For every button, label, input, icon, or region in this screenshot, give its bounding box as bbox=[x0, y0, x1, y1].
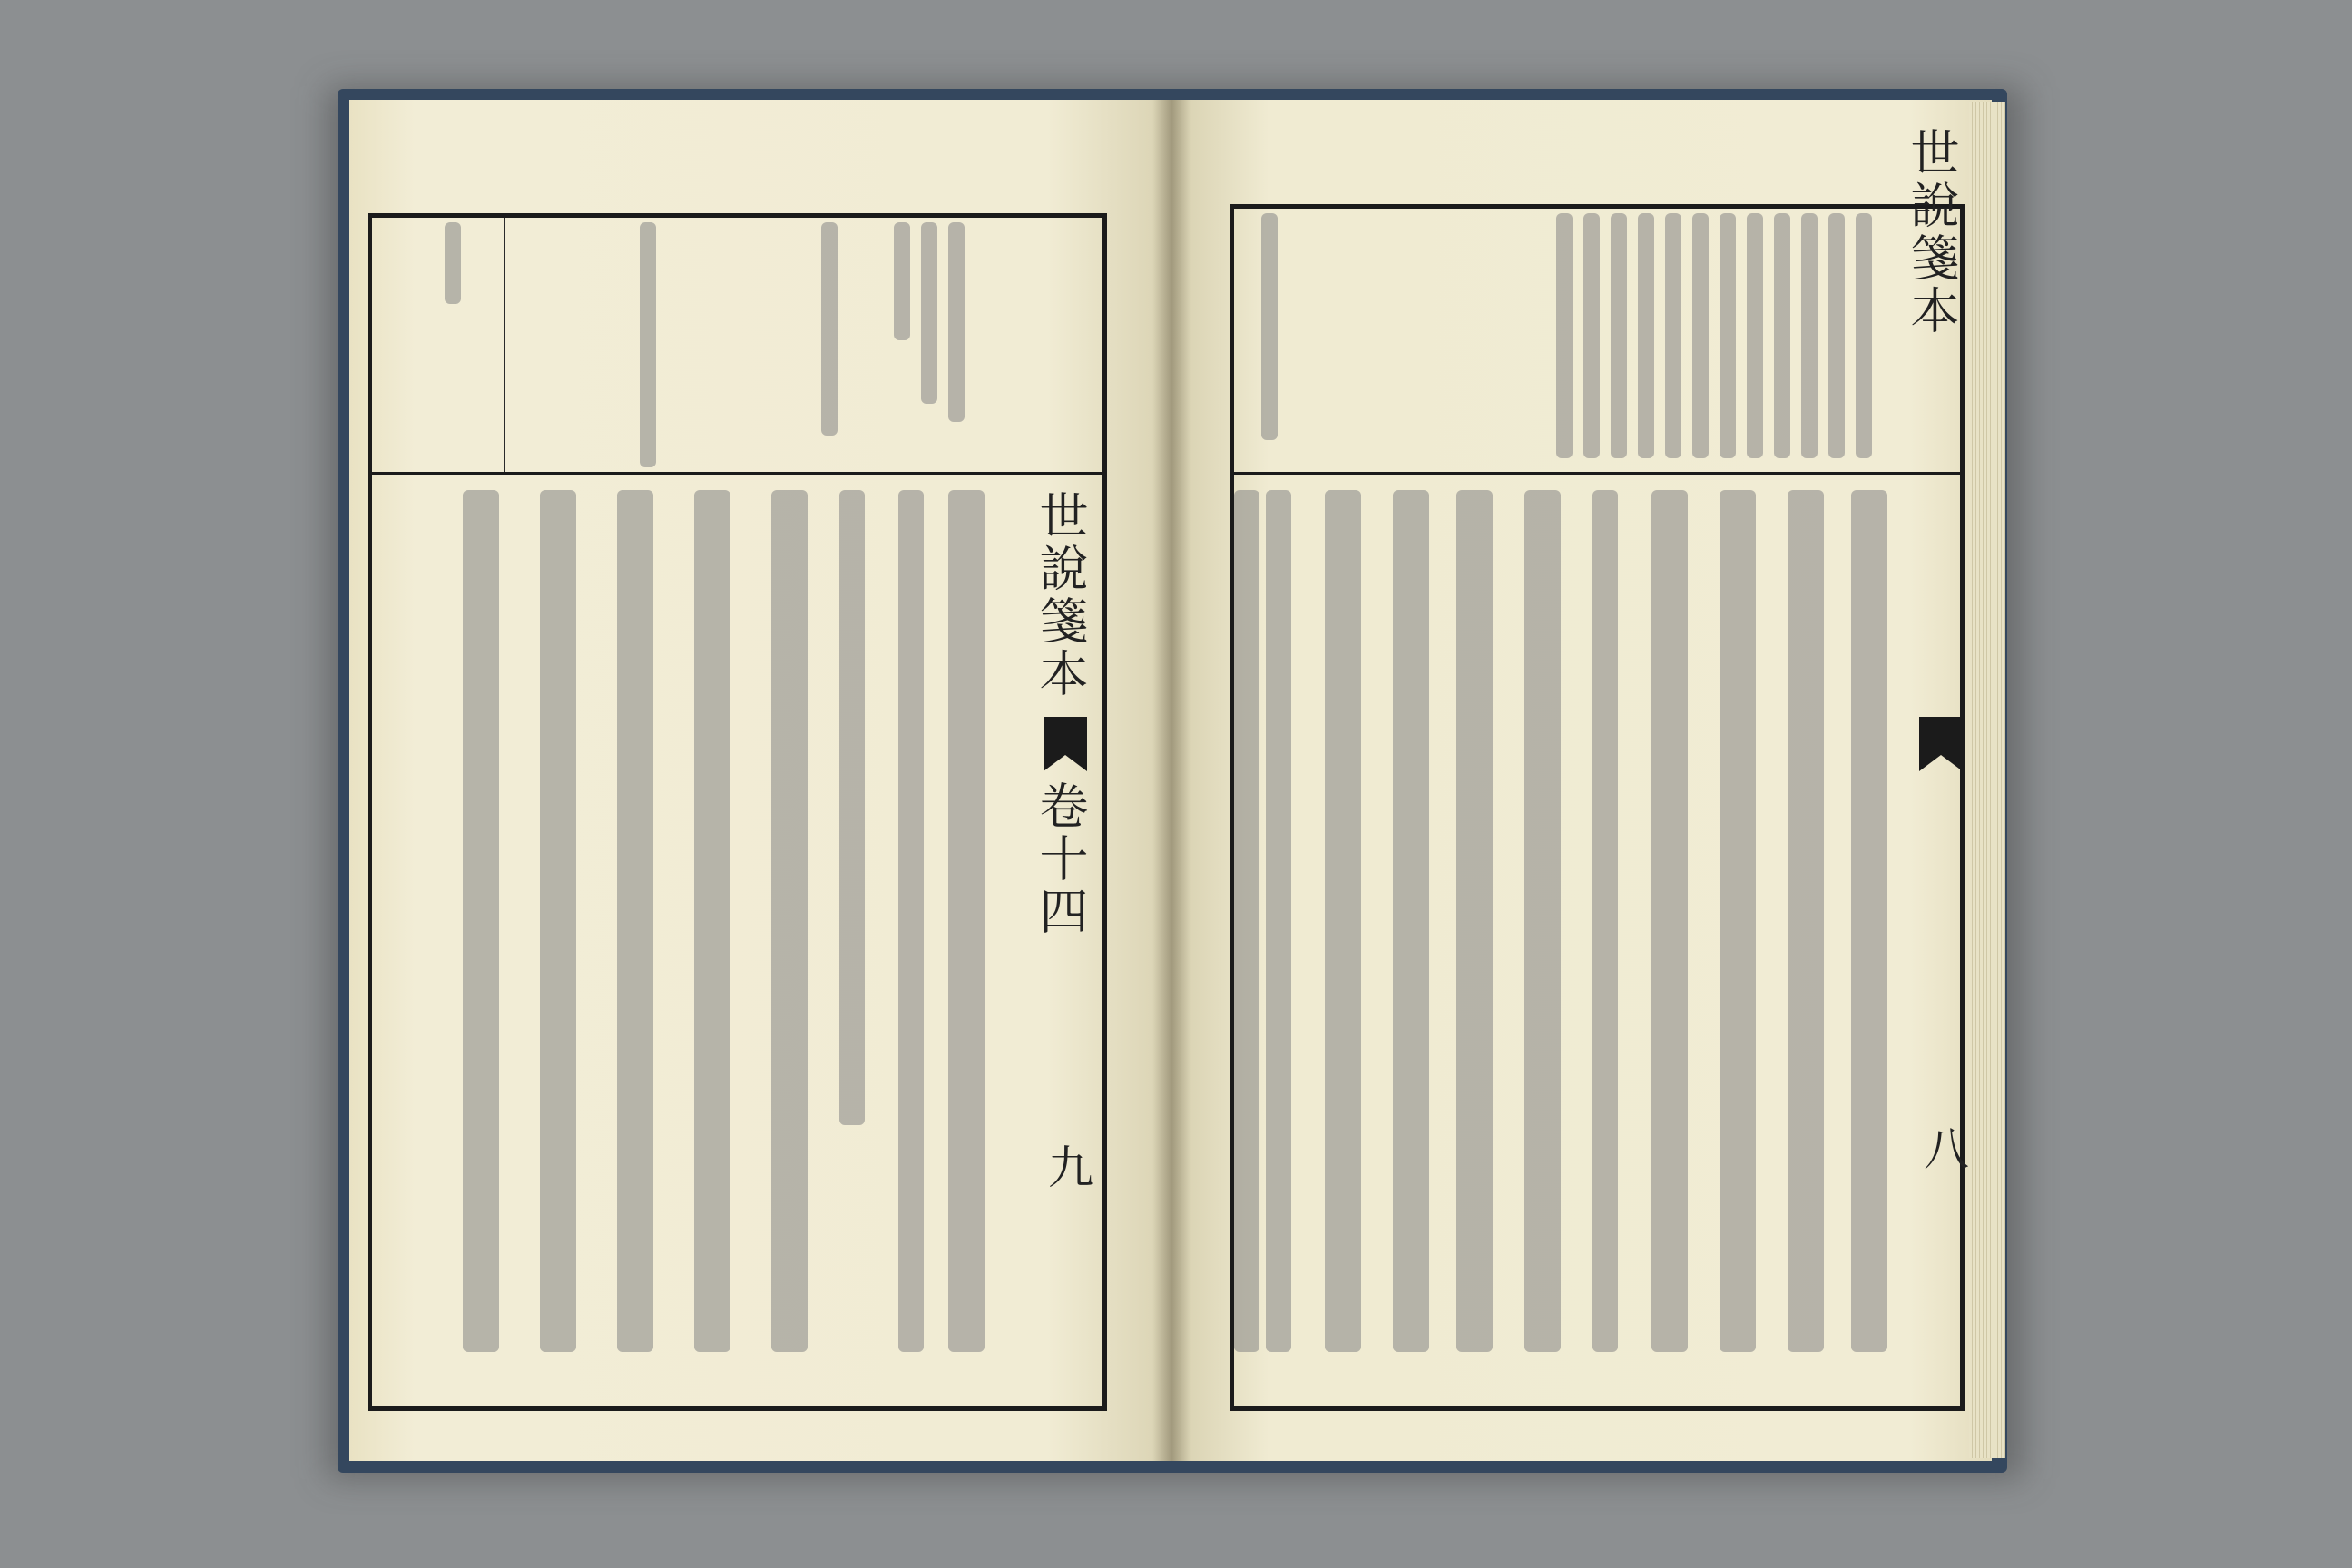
left-note-column bbox=[640, 222, 656, 467]
left-main-column bbox=[948, 490, 985, 1352]
left-note-rule bbox=[504, 218, 505, 472]
left-band-divider bbox=[368, 472, 1107, 475]
right-main-column bbox=[1788, 490, 1824, 1352]
right-note-column bbox=[1261, 213, 1278, 440]
left-fold-title: 世說箋本 bbox=[1032, 490, 1089, 701]
right-note-column bbox=[1556, 213, 1573, 458]
right-note-column bbox=[1828, 213, 1845, 458]
right-main-column bbox=[1393, 490, 1429, 1352]
right-note-column bbox=[1856, 213, 1872, 458]
right-note-column bbox=[1638, 213, 1654, 458]
left-note-column bbox=[921, 222, 937, 404]
right-note-column bbox=[1774, 213, 1790, 458]
right-note-column bbox=[1801, 213, 1818, 458]
right-main-column bbox=[1524, 490, 1561, 1352]
book-gutter bbox=[1152, 100, 1191, 1461]
left-fold-volume-label: 卷十四 bbox=[1032, 780, 1089, 938]
left-note-column bbox=[948, 222, 965, 422]
right-band-divider bbox=[1230, 472, 1965, 475]
left-main-column bbox=[839, 490, 865, 1125]
left-main-column bbox=[694, 490, 730, 1352]
right-main-column bbox=[1234, 490, 1259, 1352]
left-main-column bbox=[463, 490, 499, 1352]
right-main-column bbox=[1325, 490, 1361, 1352]
right-main-column bbox=[1456, 490, 1493, 1352]
left-main-column bbox=[540, 490, 576, 1352]
left-page-number: 九 bbox=[1041, 1143, 1093, 1189]
left-note-column bbox=[894, 222, 910, 340]
left-main-column bbox=[617, 490, 653, 1352]
right-main-column bbox=[1266, 490, 1291, 1352]
left-main-column bbox=[771, 490, 808, 1352]
right-main-column bbox=[1592, 490, 1618, 1352]
left-note-column bbox=[445, 222, 461, 304]
right-note-column bbox=[1692, 213, 1709, 458]
right-main-column bbox=[1720, 490, 1756, 1352]
right-fold-title: 世說箋本 bbox=[1903, 127, 1960, 338]
right-page-number: 八 bbox=[1916, 1125, 1969, 1171]
page-stack-edge bbox=[1969, 102, 2005, 1458]
right-note-column bbox=[1611, 213, 1627, 458]
right-main-column bbox=[1851, 490, 1887, 1352]
right-note-column bbox=[1583, 213, 1600, 458]
left-note-column bbox=[821, 222, 838, 436]
right-main-column bbox=[1651, 490, 1688, 1352]
left-main-column bbox=[898, 490, 924, 1352]
right-note-column bbox=[1747, 213, 1763, 458]
right-note-column bbox=[1665, 213, 1681, 458]
right-note-column bbox=[1720, 213, 1736, 458]
